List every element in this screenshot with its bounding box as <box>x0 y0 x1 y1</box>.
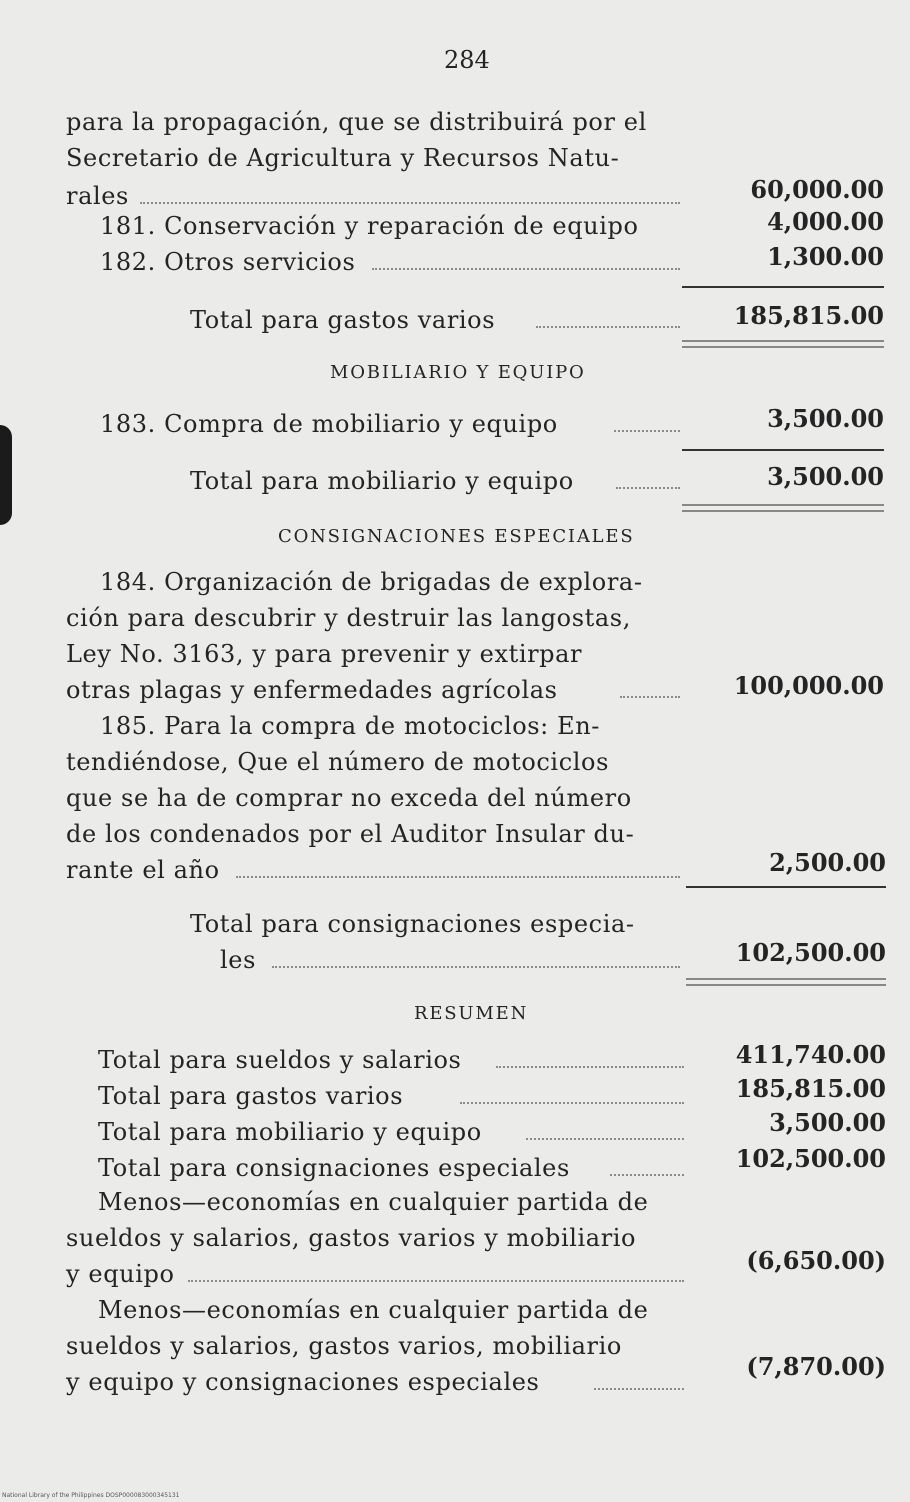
leader-dots <box>526 1138 684 1140</box>
total-gastos-amount: 185,815.00 <box>733 301 884 330</box>
amount-181: 4,000.00 <box>767 207 884 236</box>
text-line: para la propagación, que se distribuirá por el <box>66 108 647 136</box>
menos-1-amount: (6,650.00) <box>746 1246 886 1275</box>
section-heading: CONSIGNACIONES ESPECIALES <box>278 526 635 547</box>
total-label: Total para mobiliario y equipo <box>190 467 574 495</box>
menos-2-amount: (7,870.00) <box>746 1352 886 1381</box>
total-mobiliario-amount: 3,500.00 <box>767 462 884 491</box>
page-number: 284 <box>444 46 490 74</box>
leader-dots <box>272 966 680 968</box>
summary-line: Total para gastos varios <box>98 1082 404 1110</box>
summary-sueldos-amount: 411,740.00 <box>735 1040 886 1069</box>
summary-line: sueldos y salarios, gastos varios y mobiliario <box>66 1224 637 1252</box>
leader-dots <box>610 1174 684 1176</box>
sum-rule <box>682 449 884 451</box>
total-consignaciones-amount: 102,500.00 <box>735 938 886 967</box>
summary-consignaciones-amount: 102,500.00 <box>735 1144 886 1173</box>
total-label: Total para gastos varios <box>190 306 496 334</box>
text-line: rante el año <box>66 856 220 884</box>
total-label: les <box>220 946 256 974</box>
summary-line: Total para sueldos y salarios <box>98 1046 462 1074</box>
amount-182: 1,300.00 <box>767 242 884 271</box>
leader-dots <box>614 430 680 432</box>
double-rule <box>686 978 886 986</box>
leader-dots <box>188 1280 684 1282</box>
summary-line: Total para consignaciones especiales <box>98 1154 570 1182</box>
text-line: ción para descubrir y destruir las langostas, <box>66 604 631 632</box>
summary-line: y equipo <box>66 1260 175 1288</box>
leader-dots <box>616 487 680 489</box>
summary-line: y equipo y consignaciones especiales <box>66 1368 540 1396</box>
leader-dots <box>594 1388 684 1390</box>
summary-line: Menos—economías en cualquier partida de <box>98 1296 649 1324</box>
binding-blot <box>0 425 12 525</box>
text-line: rales <box>66 182 129 210</box>
sum-rule <box>682 286 884 288</box>
amount-184: 100,000.00 <box>733 671 884 700</box>
text-line: de los condenados por el Auditor Insular du- <box>66 820 635 848</box>
leader-dots <box>236 876 680 878</box>
amount-rales: 60,000.00 <box>750 175 884 204</box>
leader-dots <box>140 202 680 204</box>
amount-185: 2,500.00 <box>769 848 886 877</box>
text-line: que se ha de comprar no exceda del número <box>66 784 632 812</box>
text-line: Ley No. 3163, y para prevenir y extirpar <box>66 640 583 668</box>
text-line: tendiéndose, Que el número de motociclos <box>66 748 609 776</box>
summary-gastos-amount: 185,815.00 <box>735 1074 886 1103</box>
amount-183: 3,500.00 <box>767 404 884 433</box>
text-line: 183. Compra de mobiliario y equipo <box>100 410 558 438</box>
sum-rule <box>686 886 886 888</box>
text-line: 184. Organización de brigadas de explora- <box>100 568 643 596</box>
text-line: 185. Para la compra de motociclos: En- <box>100 712 600 740</box>
text-line: 182. Otros servicios <box>100 248 356 276</box>
summary-line: sueldos y salarios, gastos varios, mobiliario <box>66 1332 622 1360</box>
double-rule <box>682 340 884 348</box>
section-heading: RESUMEN <box>414 1003 529 1024</box>
text-line: Secretario de Agricultura y Recursos Natu- <box>66 144 620 172</box>
summary-line: Total para mobiliario y equipo <box>98 1118 482 1146</box>
double-rule <box>682 504 884 512</box>
leader-dots <box>460 1102 684 1104</box>
text-line: 181. Conservación y reparación de equipo <box>100 212 639 240</box>
total-label: Total para consignaciones especia- <box>190 910 635 938</box>
leader-dots <box>536 326 680 328</box>
summary-line: Menos—economías en cualquier partida de <box>98 1188 649 1216</box>
leader-dots <box>496 1066 684 1068</box>
footer-credit: National Library of the Philippines DOSP000083000345131 <box>2 1492 180 1499</box>
leader-dots <box>372 268 680 270</box>
summary-mobiliario-amount: 3,500.00 <box>769 1108 886 1137</box>
text-line: otras plagas y enfermedades agrícolas <box>66 676 558 704</box>
section-heading: MOBILIARIO Y EQUIPO <box>330 362 586 383</box>
leader-dots <box>620 696 680 698</box>
